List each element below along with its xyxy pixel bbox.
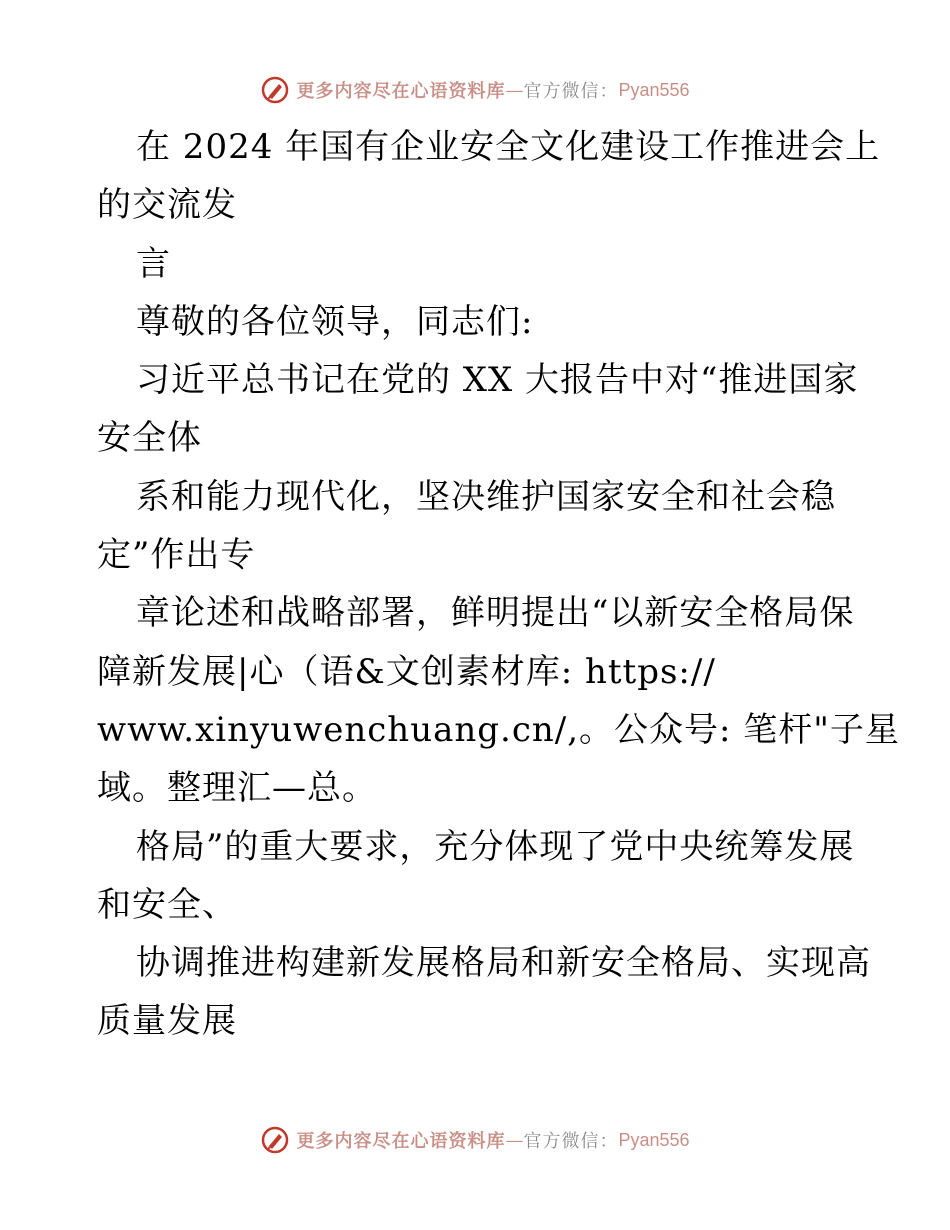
text-line: www.xinyuwenchuang.cn/,。公众号: 笔杆"子星 [97, 709, 900, 750]
text-line: 域。整理汇—总。 [97, 768, 377, 809]
watermark-wechat-id: Pyan556 [618, 79, 690, 100]
text-line: 质量发展 [97, 1001, 237, 1042]
watermark-site-text: 更多内容尽在心语资料库 [296, 1131, 506, 1152]
watermark-separator: — [505, 1129, 524, 1151]
text-line: 的交流发 [97, 185, 237, 226]
header-watermark [0, 70, 950, 110]
watermark-wechat-id: Pyan556 [618, 1129, 690, 1150]
document-body [97, 118, 900, 1051]
footer-watermark [0, 1120, 950, 1160]
text-line: 章论述和战略部署，鲜明提出“以新安全格局保 [136, 593, 855, 634]
text-line: 尊敬的各位领导，同志们: [136, 301, 534, 342]
pen-nib-logo-icon [260, 75, 290, 105]
text-line: 在 2024 年国有企业安全文化建设工作推进会上 [136, 127, 881, 167]
watermark-site-text: 更多内容尽在心语资料库 [296, 81, 506, 102]
text-line: 协调推进构建新发展格局和新安全格局、实现高 [136, 943, 871, 984]
text-line: 和安全、 [97, 884, 237, 925]
watermark-wechat-label: 官方微信： [523, 81, 619, 102]
text-line: 定”作出专 [97, 535, 256, 576]
text-line: 系和能力现代化，坚决维护国家安全和社会稳 [136, 476, 836, 517]
watermark-separator: — [505, 79, 524, 101]
pen-nib-logo-icon [260, 1125, 290, 1155]
text-line: 格局”的重大要求，充分体现了党中央统筹发展 [136, 826, 855, 867]
watermark-wechat-label: 官方微信： [523, 1131, 619, 1152]
text-line: 习近平总书记在党的 XX 大报告中对“推进国家 [136, 360, 859, 401]
text-line: 障新发展|心（语&文创素材库: https:// [97, 651, 716, 692]
text-line: 言 [136, 243, 171, 284]
text-line: 安全体 [97, 418, 202, 459]
